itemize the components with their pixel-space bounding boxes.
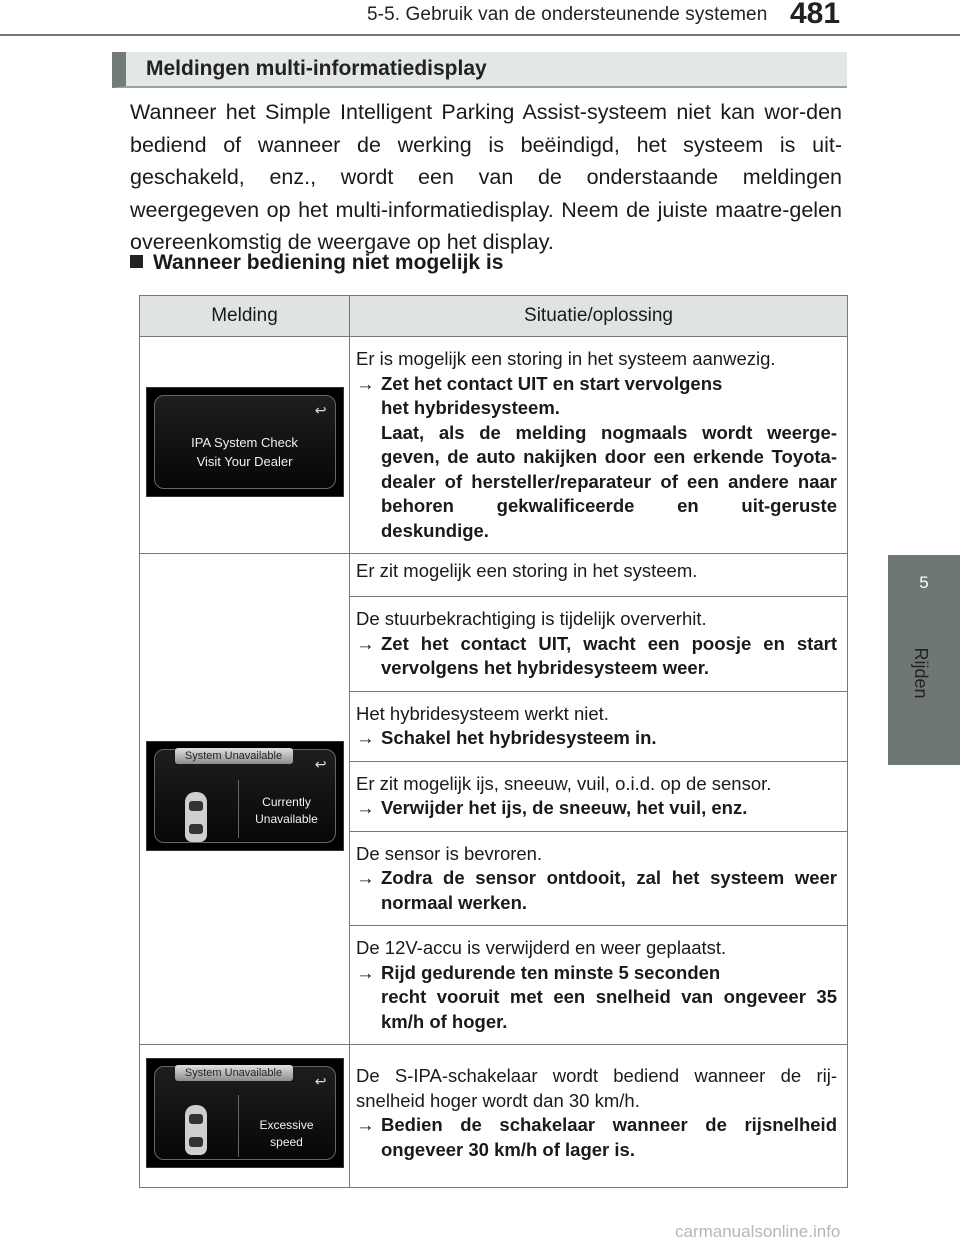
- section-title: Meldingen multi-informatiedisplay: [146, 57, 487, 80]
- page-number: 481: [790, 0, 841, 30]
- display-image-ipa-check: [146, 387, 344, 497]
- table-row: [140, 337, 848, 554]
- solution-cell: [350, 926, 848, 1045]
- display-divider: [238, 780, 239, 838]
- solution-step: [356, 961, 837, 1035]
- step-text: Laat, als de melding nogmaals wordt weerge-geven, de auto nakijken door een erkende Toyota-dealer of hersteller/reparateur of een andere naar behoren gekwalificeerde en uit-geruste deskundige.: [381, 421, 837, 541]
- watermark: carmanualsonline.info: [675, 1222, 841, 1241]
- back-arrow-icon: ↩: [314, 755, 327, 772]
- chapter-label: Rijden: [911, 647, 932, 699]
- step-text: Zet het contact UIT en start vervolgens: [381, 372, 723, 394]
- solution-cell: [350, 691, 848, 761]
- solution-step: [356, 372, 837, 544]
- display-line: Currently: [262, 794, 311, 809]
- header-section-title: 5-5. Gebruik van de ondersteunende systemen: [367, 4, 768, 25]
- arrow-right-icon: →: [356, 632, 375, 654]
- arrow-right-icon: →: [356, 961, 375, 983]
- step-text: het hybridesysteem.: [381, 397, 560, 418]
- column-header-melding: Melding: [140, 296, 350, 337]
- display-message: [243, 794, 331, 828]
- solution-cell: [350, 1045, 848, 1188]
- system-unavailable-banner: System Unavailable: [175, 1065, 293, 1081]
- display-message: [243, 1117, 331, 1151]
- column-header-situatie: Situatie/oplossing: [350, 296, 848, 337]
- display-image-excessive-speed: [146, 1058, 344, 1168]
- step-text: Rijd gedurende ten minste 5 seconden: [381, 961, 721, 983]
- display-cell: [140, 337, 350, 554]
- solution-step: [356, 726, 837, 751]
- solution-step: [356, 632, 837, 681]
- situation-text: De S-IPA-schakelaar wordt bediend wanneer de rij-snelheid hoger wordt dan 30 km/h.: [356, 1065, 837, 1111]
- step-text: Zodra de sensor ontdooit, zal het systeem weer normaal werken.: [381, 867, 837, 913]
- solution-cell: [350, 554, 848, 597]
- solution-cell: [350, 597, 848, 692]
- situation-text: Er is mogelijk een storing in het systeem aanwezig.: [356, 348, 776, 369]
- display-divider: [238, 1095, 239, 1157]
- messages-table: [139, 295, 848, 1188]
- situation-text: De 12V-accu is verwijderd en weer geplaatst.: [356, 937, 727, 958]
- situation-text: Er zit mogelijk ijs, sneeuw, vuil, o.i.d. op de sensor.: [356, 772, 772, 794]
- table-row: [140, 1045, 848, 1188]
- step-text: Bedien de schakelaar wanneer de rijsnelheid ongeveer 30 km/h of lager is.: [381, 1114, 837, 1160]
- step-text: recht vooruit met een snelheid van ongeveer 35 km/h of hoger.: [381, 986, 837, 1032]
- step-text: Schakel het hybridesysteem in.: [381, 727, 657, 748]
- car-icon: [185, 792, 207, 842]
- solution-cell: [350, 831, 848, 926]
- back-arrow-icon: ↩: [314, 401, 327, 418]
- chapter-number: 5: [919, 573, 929, 592]
- intro-paragraph: Wanneer het Simple Intelligent Parking Assist-systeem niet kan wor-den bediend of wanneer de werking is beëindigd, het systeem is uit-geschakeld, enz., wordt een van de onderstaande meldingen weergegeven op het multi-informatiedisplay. Neem de juiste maatre-gelen overeenkomstig de weergave op het display.: [130, 100, 842, 254]
- arrow-right-icon: →: [356, 797, 375, 818]
- arrow-right-icon: →: [356, 1114, 375, 1135]
- solution-cell: [350, 761, 848, 831]
- arrow-right-icon: →: [356, 867, 375, 888]
- display-image-currently-unavailable: [146, 741, 344, 851]
- square-bullet-icon: [130, 255, 143, 268]
- car-icon: [185, 1105, 207, 1155]
- solution-cell: [350, 337, 848, 554]
- step-text: Verwijder het ijs, de sneeuw, het vuil, enz.: [381, 797, 748, 818]
- header-rule: [0, 34, 960, 36]
- solution-step: [356, 866, 837, 915]
- arrow-right-icon: →: [356, 727, 375, 748]
- display-cell: [140, 1045, 350, 1188]
- arrow-right-icon: →: [356, 372, 375, 394]
- step-text: Zet het contact UIT, wacht een poosje en start vervolgens het hybridesysteem weer.: [381, 632, 837, 678]
- situation-text: Het hybridesysteem werkt niet.: [356, 702, 609, 724]
- display-line: Visit Your Dealer: [196, 453, 293, 469]
- display-message: [155, 433, 335, 471]
- subheading: [130, 251, 503, 275]
- table-header-row: [140, 296, 848, 337]
- display-line: Unavailable: [255, 811, 318, 826]
- display-line: Excessive speed: [259, 1117, 314, 1149]
- solution-step: [356, 796, 837, 821]
- table-row: [140, 554, 848, 597]
- section-title-box: [112, 52, 847, 88]
- display-line: IPA System Check: [191, 434, 298, 450]
- system-unavailable-banner: System Unavailable: [175, 748, 293, 764]
- solution-step: [356, 1113, 837, 1162]
- situation-text: De stuurbekrachtiging is tijdelijk oververhit.: [356, 608, 707, 629]
- subheading-text: Wanneer bediening niet mogelijk is: [153, 251, 504, 274]
- situation-text: Er zit mogelijk een storing in het systeem.: [356, 560, 698, 581]
- display-cell: [140, 554, 350, 1045]
- back-arrow-icon: ↩: [314, 1072, 327, 1089]
- situation-text: De sensor is bevroren.: [356, 842, 543, 864]
